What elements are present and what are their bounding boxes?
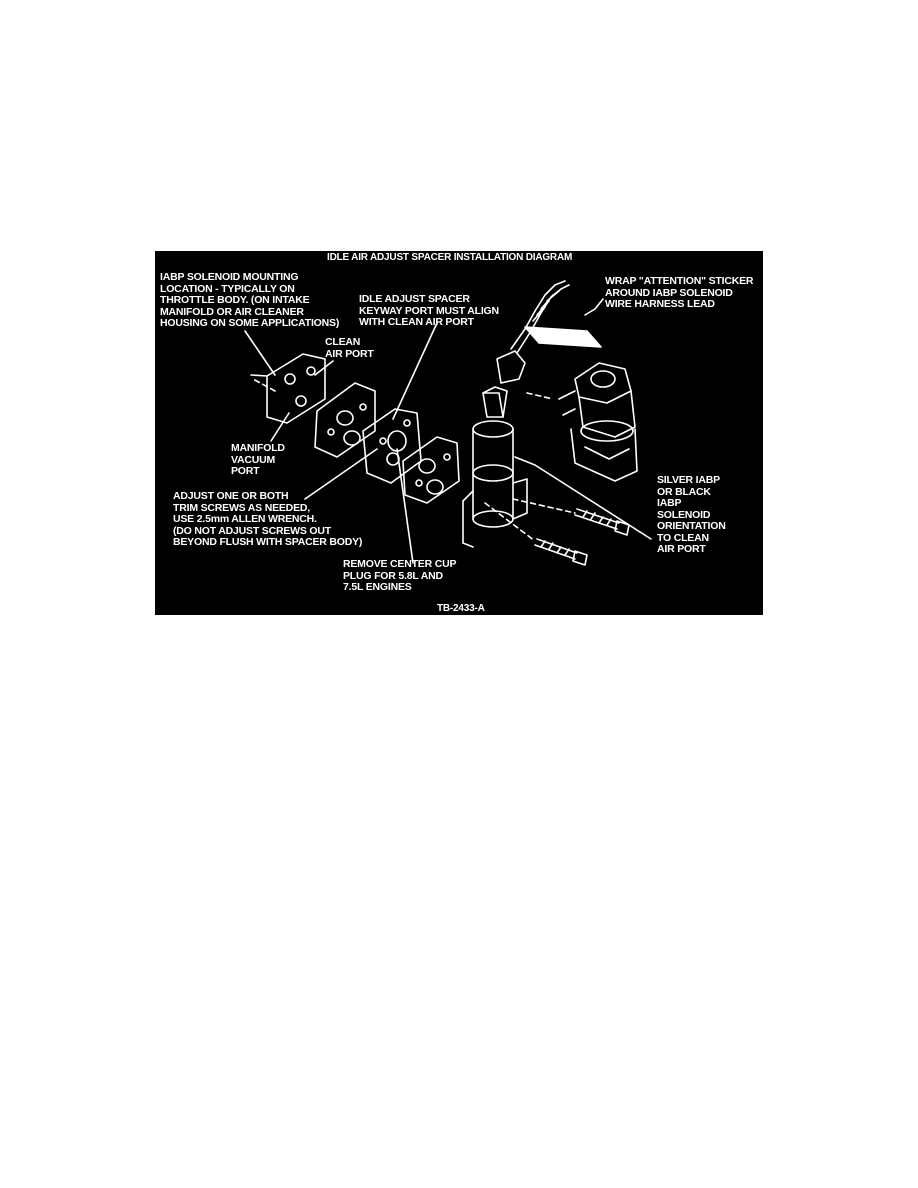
mounting-screw-part <box>535 509 629 565</box>
label-adjust-trim-screws: ADJUST ONE OR BOTH TRIM SCREWS AS NEEDED, USE 2.5mm ALLEN WRENCH. (DO NOT ADJUST SCREWS OUT BEYOND FLUSH WITH SPACER BODY) <box>173 490 363 548</box>
idle-adjust-spacer-part <box>363 409 421 483</box>
iabp-solenoid-housing-part <box>559 363 637 481</box>
label-keyway-port: IDLE ADJUST SPACER KEYWAY PORT MUST ALIGN WITH CLEAN AIR PORT <box>359 293 499 328</box>
wire-harness-part <box>497 281 601 383</box>
label-clean-air-port: CLEAN AIR PORT <box>325 336 374 360</box>
label-remove-center-cup: REMOVE CENTER CUP PLUG FOR 5.8L AND 7.5L ENGINES <box>343 558 457 593</box>
second-gasket-part <box>403 437 459 503</box>
mounting-bracket-part <box>251 354 325 423</box>
first-gasket-part <box>315 383 375 457</box>
label-attention-sticker: WRAP "ATTENTION" STICKER AROUND IABP SOLENOID WIRE HARNESS LEAD <box>605 275 754 310</box>
diagram-title: IDLE AIR ADJUST SPACER INSTALLATION DIAGRAM <box>327 252 573 263</box>
figure-code: TB-2433-A <box>437 603 485 614</box>
diagram-figure <box>155 251 763 615</box>
label-manifold-vacuum-port: MANIFOLD VACUUM PORT <box>231 442 285 477</box>
label-solenoid-orientation: SILVER IABP OR BLACK IABP SOLENOID ORIENTATION TO CLEAN AIR PORT <box>657 474 726 555</box>
iabp-solenoid-cylinder-part <box>463 387 527 547</box>
label-iabp-mounting-location: IABP SOLENOID MOUNTING LOCATION - TYPICALLY ON THROTTLE BODY. (ON INTAKE MANIFOLD OR AIR CLEANER HOUSING ON SOME APPLICATIONS) <box>160 271 340 329</box>
